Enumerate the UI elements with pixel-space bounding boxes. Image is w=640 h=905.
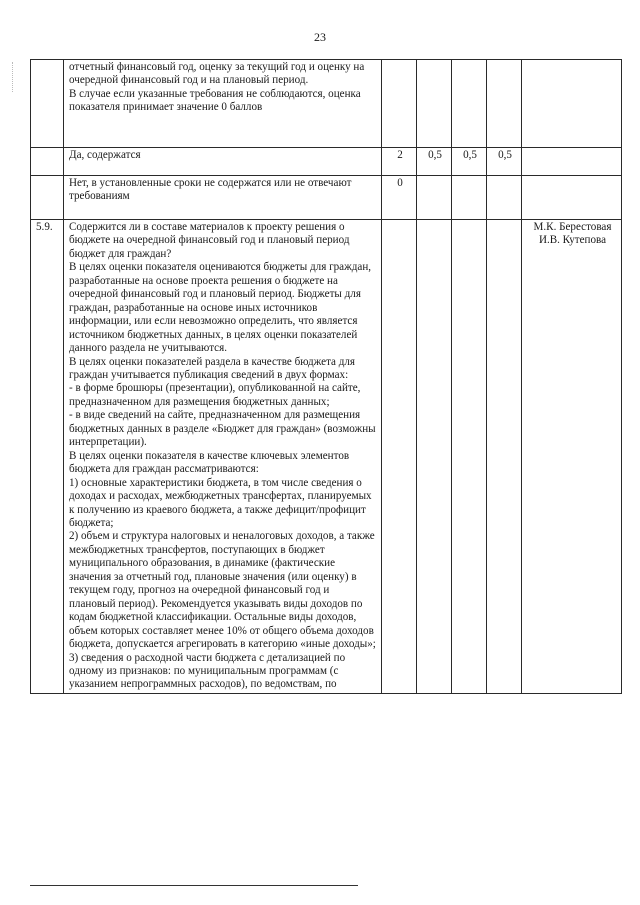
coefficient-cell-3: 0,5: [487, 148, 522, 176]
coefficient-cell-1: [417, 60, 452, 148]
footnote-separator: [30, 885, 358, 886]
table-row: [31, 148, 622, 176]
row-number: [31, 60, 64, 148]
coefficient-cell-2: 0,5: [452, 148, 487, 176]
row-number: 5.9.: [31, 220, 64, 694]
coefficient-cell-2: [452, 220, 487, 694]
coefficient-cell-3: [487, 60, 522, 148]
responsible-cell: [522, 176, 622, 220]
criterion-text: Да, содержатся: [64, 148, 382, 176]
score-cell: 2: [382, 148, 417, 176]
responsible-cell: [522, 60, 622, 148]
table-row: [31, 220, 622, 694]
criterion-text: Нет, в установленные сроки не содержатся или не отвечают требованиям: [64, 176, 382, 220]
table-row: [31, 176, 622, 220]
row-number: [31, 176, 64, 220]
score-cell: 0: [382, 176, 417, 220]
coefficient-cell-2: [452, 176, 487, 220]
scan-margin-marks: [12, 62, 15, 92]
coefficient-cell-2: [452, 60, 487, 148]
table-row: [31, 60, 622, 148]
coefficient-cell-3: [487, 176, 522, 220]
score-cell: [382, 60, 417, 148]
coefficient-cell-1: [417, 176, 452, 220]
page-number: 23: [314, 30, 326, 44]
row-number: [31, 148, 64, 176]
criterion-text: отчетный финансовый год, оценку за текущий год и оценку на очередной финансовый год и на плановый период. В случае если указанные требования не соблюдаются, оценка показателя принимает значение 0 баллов: [64, 60, 382, 148]
coefficient-cell-1: 0,5: [417, 148, 452, 176]
criterion-text: Содержится ли в составе материалов к проекту решения о бюджете на очередной финансовый год и плановый период бюджет для граждан? В целях оценки показателя оцениваются бюджеты для граждан, разработанные на основе проекта решения о бюджете на очередной финансовый год и плановый период. Бюджеты для граждан, разработанные на основе иных источников информации, или если невозможно определить, что является источником бюджетных данных, в целях оценки показателей данного раздела не учитываются. В целях оценки показателей раздела в качестве бюджета для граждан учитывается публикация сведений в двух формах: - в форме брошюры (презентации), опубликованной на сайте, предназначенном для размещения бюджетных данных; - в виде сведений на сайте, предназначенном для размещения бюджетных данных в разделе «Бюджет для граждан» (возможны интерпретации). В целях оценки показателя в качестве ключевых элементов бюджета для граждан рассматриваются: 1) основные характеристики бюджета, в том числе сведения о доходах и расходах, межбюджетных трансфертах, планируемых к получению из краевого бюджета, а также дефицит/профицит бюджета; 2) объем и структура налоговых и неналоговых доходов, а также межбюджетных трансфертов, поступающих в бюджет муниципального образования, в динамике (фактические значения за отчетный год, плановые значения (или оценку) в текущем году, прогноз на очередной финансовый год и плановый период). Рекомендуется указывать виды доходов по кодам бюджетной классификации. Остальные виды доходов, объем которых составляет менее 10% от общего объема доходов бюджета, допускается агрегировать в категорию «иные доходы»; 3) сведения о расходной части бюджета с детализацией по одному из признаков: по муниципальным программам (с указанием непрограммных расходов), по ведомствам, по: [64, 220, 382, 694]
score-cell: [382, 220, 417, 694]
responsible-cell: [522, 148, 622, 176]
criteria-table: [30, 59, 622, 694]
coefficient-cell-1: [417, 220, 452, 694]
responsible-cell: М.К. Берестовая И.В. Кутепова: [522, 220, 622, 694]
coefficient-cell-3: [487, 220, 522, 694]
